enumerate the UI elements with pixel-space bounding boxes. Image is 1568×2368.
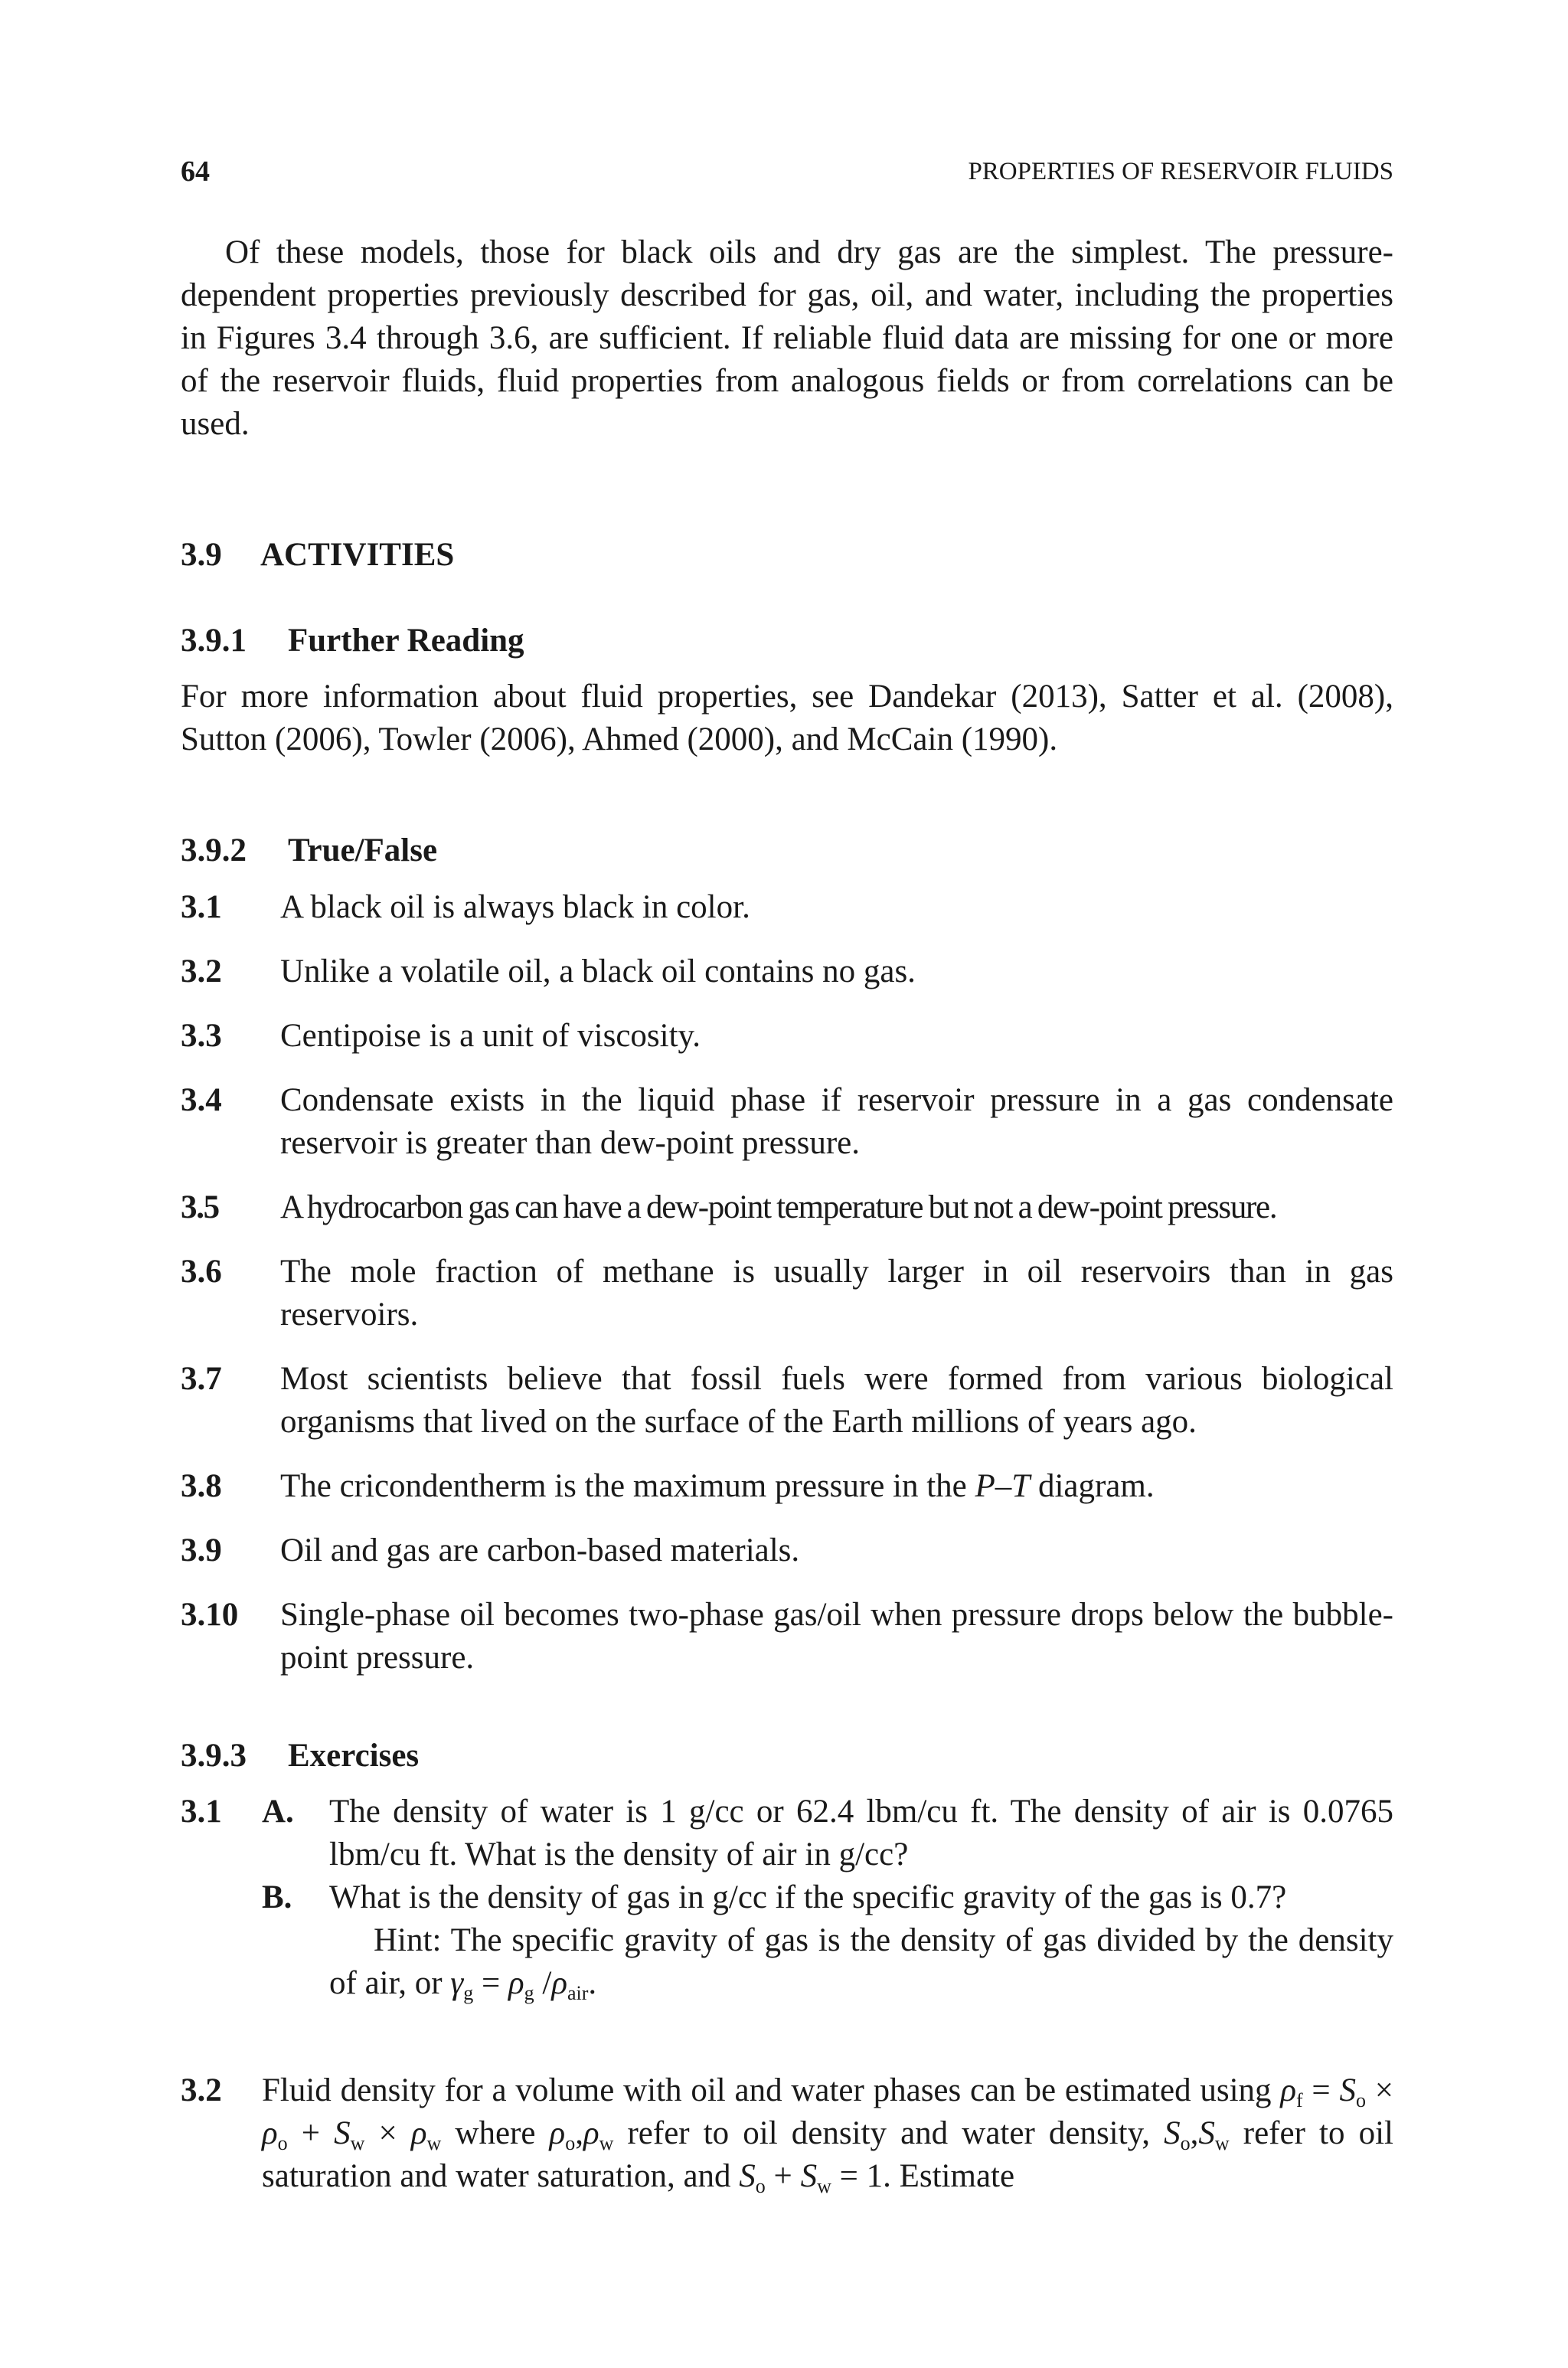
s-symbol: S <box>739 2158 756 2194</box>
tf-item-text: Unlike a volatile oil, a black oil contains no gas. <box>280 953 916 989</box>
tf-item-3-6 <box>181 1251 1393 1336</box>
tf-item-text: A black oil is always black in color. <box>280 889 750 925</box>
rho-symbol: ρ <box>549 2115 566 2151</box>
subscript-g: g <box>463 1982 474 2004</box>
slash: / <box>534 1965 552 2001</box>
subsection-heading-further-reading <box>181 622 524 659</box>
tf-item-number: 3.4 <box>181 1082 222 1118</box>
hint-text: Hint: The specific gravity of gas is the density of gas divided by the density of air, or <box>329 1922 1393 2001</box>
exercise-text <box>181 2069 1393 2198</box>
tf-item-number: 3.7 <box>181 1361 222 1397</box>
part-text: The density of water is 1 g/cc or 62.4 lbm/cu ft. The density of air is 0.0765 lbm/cu ft. What is the density of air in g/cc? <box>329 1794 1393 1872</box>
comma: , <box>575 2115 583 2151</box>
tf-item-text: Most scientists believe that fossil fuels were formed from various biological organisms that lived on the surface of the Earth millions of years ago. <box>280 1361 1393 1440</box>
subscript-o: o <box>1180 2132 1191 2154</box>
subscript-f: f <box>1295 2089 1303 2111</box>
rho-symbol: ρ <box>1280 2072 1296 2108</box>
rho-symbol: ρ <box>410 2115 427 2151</box>
further-reading-paragraph: For more information about fluid properties, see Dandekar (2013), Satter et al. (2008), Sutton (2006), Towler (2006), Ahmed (2000), and McCain (1990). <box>181 679 1393 757</box>
section-number: 3.9 <box>181 537 222 573</box>
intro-paragraph: Of these models, those for black oils and dry gas are the simplest. The pressure-dependent properties previously described for gas, oil, and water, including the properties in Figures 3.4 through 3.6, are sufficient. If reliable fluid data are missing for one or more of the reservoir fluids, fluid properties from analogous fields or from correlations can be used. <box>181 234 1393 442</box>
exercise-number: 3.2 <box>181 2072 222 2108</box>
subsection-heading-true-false <box>181 832 437 869</box>
saturation-sum-formula <box>739 2158 891 2197</box>
tf-item-text-end: diagram. <box>1030 1468 1155 1504</box>
subscript-o: o <box>277 2132 288 2154</box>
part-text: What is the density of gas in g/cc if the specific gravity of the gas is 0.7? <box>329 1879 1287 1915</box>
subsection-title: True/False <box>288 832 438 868</box>
plus-sign: + <box>765 2158 801 2194</box>
text-part: refer to oil saturation and water saturation, and <box>262 2115 1393 2194</box>
tf-item-text: Condensate exists in the liquid phase if reservoir pressure in a gas condensate reservoir is greater than dew-point pressure. <box>280 1082 1393 1161</box>
tf-item-3-10 <box>181 1594 1393 1680</box>
subsection-title: Further Reading <box>288 623 524 659</box>
tf-item-number: 3.1 <box>181 889 222 925</box>
tf-item-text: The mole fraction of methane is usually larger in oil reservoirs than in gas reservoirs. <box>280 1254 1393 1333</box>
tf-item-3-1 <box>181 886 1393 929</box>
tf-item-3-5 <box>181 1186 1393 1229</box>
s-symbol: S <box>1339 2072 1356 2108</box>
running-header <box>181 155 1393 193</box>
subscript-o: o <box>1355 2089 1366 2111</box>
tf-item-number: 3.6 <box>181 1254 222 1290</box>
running-title: PROPERTIES OF RESERVOIR FLUIDS <box>968 158 1393 185</box>
specific-gravity-formula <box>450 1965 589 2004</box>
subscript-o: o <box>755 2175 766 2197</box>
tf-item-number: 3.2 <box>181 953 222 989</box>
subscript-air: air <box>567 1982 589 2004</box>
rho-symbol: ρ <box>551 1965 567 2001</box>
s-symbol: S <box>800 2158 818 2194</box>
equals-one: = 1. <box>831 2158 891 2194</box>
text-part: where <box>441 2115 550 2151</box>
subscript-w: w <box>350 2132 365 2154</box>
subscript-g: g <box>524 1982 534 2004</box>
rho-symbol: ρ <box>262 2115 278 2151</box>
period: . <box>588 1965 597 2001</box>
saturation-symbols <box>1164 2115 1230 2154</box>
tf-item-3-7 <box>181 1358 1393 1444</box>
tf-item-number: 3.8 <box>181 1468 222 1504</box>
page-number: 64 <box>181 155 210 188</box>
tf-item-number: 3.5 <box>181 1189 219 1225</box>
tf-item-text: Single-phase oil becomes two-phase gas/oil when pressure drops below the bubble-point pressure. <box>280 1597 1393 1676</box>
tf-item-3-2 <box>181 950 1393 993</box>
times-sign: × <box>1365 2072 1393 2108</box>
part-label: A. <box>262 1794 294 1830</box>
tf-item-text: A hydrocarbon gas can have a dew-point temperature but not a dew-point pressure. <box>280 1189 1277 1225</box>
gamma-symbol: γ <box>450 1965 464 2001</box>
text-part: refer to oil density and water density, <box>613 2115 1165 2151</box>
subscript-w: w <box>426 2132 442 2154</box>
exercise-number: 3.1 <box>181 1794 222 1830</box>
book-page <box>181 0 1393 2368</box>
tf-item-number: 3.3 <box>181 1018 222 1054</box>
tf-item-3-9 <box>181 1529 1393 1572</box>
tf-item-number: 3.10 <box>181 1597 239 1633</box>
tf-item-text: Oil and gas are carbon-based materials. <box>280 1532 800 1568</box>
exercise-part-b <box>181 1876 1393 1919</box>
subscript-w: w <box>817 2175 831 2197</box>
exercise-3-1 <box>181 1791 1393 2005</box>
exercise-3-2 <box>181 2069 1393 2198</box>
equals-sign: = <box>473 1965 508 2001</box>
pt-diagram-italic: P–T <box>975 1468 1031 1504</box>
text-part: Fluid density for a volume with oil and water phases can be estimated using <box>262 2072 1281 2108</box>
tf-item-3-3 <box>181 1015 1393 1058</box>
s-symbol: S <box>1164 2115 1181 2151</box>
section-title: ACTIVITIES <box>260 537 455 573</box>
subscript-w: w <box>1214 2132 1230 2154</box>
exercise-hint <box>181 1919 1393 2005</box>
tf-item-text: Centipoise is a unit of viscosity. <box>280 1018 701 1054</box>
part-label: B. <box>262 1879 292 1915</box>
text-part: Estimate <box>890 2158 1015 2194</box>
equals-sign: = <box>1302 2072 1340 2108</box>
s-symbol: S <box>334 2115 351 2151</box>
true-false-list <box>181 886 1393 1701</box>
section-heading-activities <box>181 536 454 574</box>
subscript-o: o <box>565 2132 576 2154</box>
subsection-number: 3.9.2 <box>181 832 247 868</box>
plus-sign: + <box>287 2115 335 2151</box>
exercise-part-a <box>181 1791 1393 1876</box>
subsection-heading-exercises <box>181 1737 419 1774</box>
subsection-number: 3.9.1 <box>181 623 247 659</box>
s-symbol: S <box>1198 2115 1215 2151</box>
subsection-title: Exercises <box>288 1738 420 1774</box>
tf-item-3-8 <box>181 1465 1393 1508</box>
tf-item-number: 3.9 <box>181 1532 222 1568</box>
tf-item-3-4 <box>181 1079 1393 1165</box>
subscript-w: w <box>599 2132 614 2154</box>
density-symbols <box>549 2115 614 2154</box>
times-sign: × <box>364 2115 411 2151</box>
subsection-number: 3.9.3 <box>181 1738 247 1774</box>
comma: , <box>1190 2115 1199 2151</box>
rho-symbol: ρ <box>508 1965 524 2001</box>
rho-symbol: ρ <box>583 2115 599 2151</box>
tf-item-text: The cricondentherm is the maximum pressure in the <box>280 1468 975 1504</box>
